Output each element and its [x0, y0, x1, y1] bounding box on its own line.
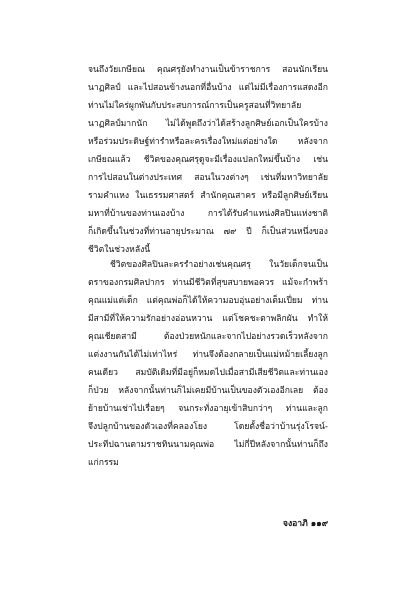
paragraph-line: มีสามีที่ให้ความรักอย่างอ่อนหวาน แต่โชคชะตาพลิกผัน ทำให้: [88, 314, 328, 324]
paragraph-line: แก่กรรม: [88, 458, 119, 468]
paragraph-line: ท่านไม่ใคร่ผูกพันกับประสบการณ์การเป็นครูสอนที่วิทยาลัย: [88, 101, 302, 111]
paragraph-line: เกษียณแล้ว ชีวิตของคุณศรุดูจะมีเรื่องแปลกใหม่ขึ้นบ้าง เช่น: [88, 155, 328, 165]
paragraph-line: ตราของกรมศิลปากร ท่านมีชีวิตที่สุขสบายพอควร แม้จะกำพร้า: [88, 278, 328, 288]
paragraph-line: ก็เกิดขึ้นในช่วงที่ท่านอายุประมาณ ๗๙ ปี ก็เป็นส่วนหนึ่งของ: [88, 227, 328, 237]
paragraph-2: [88, 256, 328, 472]
paragraph-1: [88, 61, 328, 259]
paragraph-line: แต่งงานกันได้ไม่เท่าไหร่ ท่านจึงต้องกลายเป็นแม่หม้ายเลี้ยงลูก: [88, 350, 328, 360]
paragraph-line: รามคำแหง ในเธรรมศาสตร์ สำนักคุณสาคร หรือมีลูกศิษย์เรียน: [88, 191, 328, 201]
paragraph-line: นาฏศิลป์มากนัก ไม่ได้พูดถึงว่าได้สร้างลูกศิษย์เอกเป็นใครบ้าง: [88, 119, 328, 129]
paragraph-line: ชีวิตของศิลปินละครรำอย่างเช่นคุณศรุ ในวัยเด็กจนเป็น: [110, 260, 328, 270]
paragraph-line: นาฏศิลป์ และไปสอนข้างนอกที่อื่นบ้าง แต่ไม่มีเรื่องการแสดงอีก: [88, 83, 328, 93]
paragraph-line: จึงปลูกบ้านของตัวเองที่คลองโยง โดยตั้งชื่อว่าบ้านรุ่งโรจน์-: [88, 422, 328, 432]
paragraph-line: ชีวิตในช่วงหลังนี้: [88, 245, 151, 255]
paragraph-line: มหาที่บ้านของท่านเองบ้าง การได้รับคำแหน่งศิลปินแห่งชาติ: [88, 209, 328, 219]
paragraph-line: การไปสอนในต่างประเทศ สอนในวงต่างๆ เช่นที่มหาวิทยาลัย: [88, 173, 328, 183]
paragraph-line: จนถึงวัยเกษียณ คุณศรุยังทำงานเป็นข้าราชการ สอนนักเรียน: [88, 65, 328, 75]
paragraph-line: ก็ป่วย หลังจากนั้นท่านก็ไม่เคยมีบ้านเป็นของตัวเองอีกเลย ต้อง: [88, 386, 328, 396]
paragraph-line: คุณเชียดสามี ต้องป่วยหนักและจากไปอย่างรวดเร็วหลังจาก: [88, 332, 328, 342]
paragraph-line: ย้ายบ้านเช่าไปเรื่อยๆ จนกระทั่งอายุเข้าสิบกว่าๆ ท่านและลูก: [88, 404, 328, 414]
paragraph-line: คนเดียว สมบัติเดิมที่มีอยู่ก็หมดไปเมื่อสามีเสียชีวิตและท่านเอง: [88, 368, 328, 378]
paragraph-line: ประทีปฉานตามราชทินนามคุณพ่อ ไม่กี่ปีหลังจากนั้นท่านก็ถึง: [88, 440, 328, 450]
paragraph-line: คุณแม่แต่เด็ก แต่คุณพ่อก็ได้ให้ความอบอุ่นอย่างเต็มเปี่ยม ท่าน: [88, 296, 328, 306]
page-footer: จงอาภิ ๑๑๙: [282, 519, 328, 529]
paragraph-line: หรือร่วมประดิษฐ์ท่ารำหรือละครเรื่องใหม่แต่อย่างใด หลังจาก: [88, 137, 328, 147]
